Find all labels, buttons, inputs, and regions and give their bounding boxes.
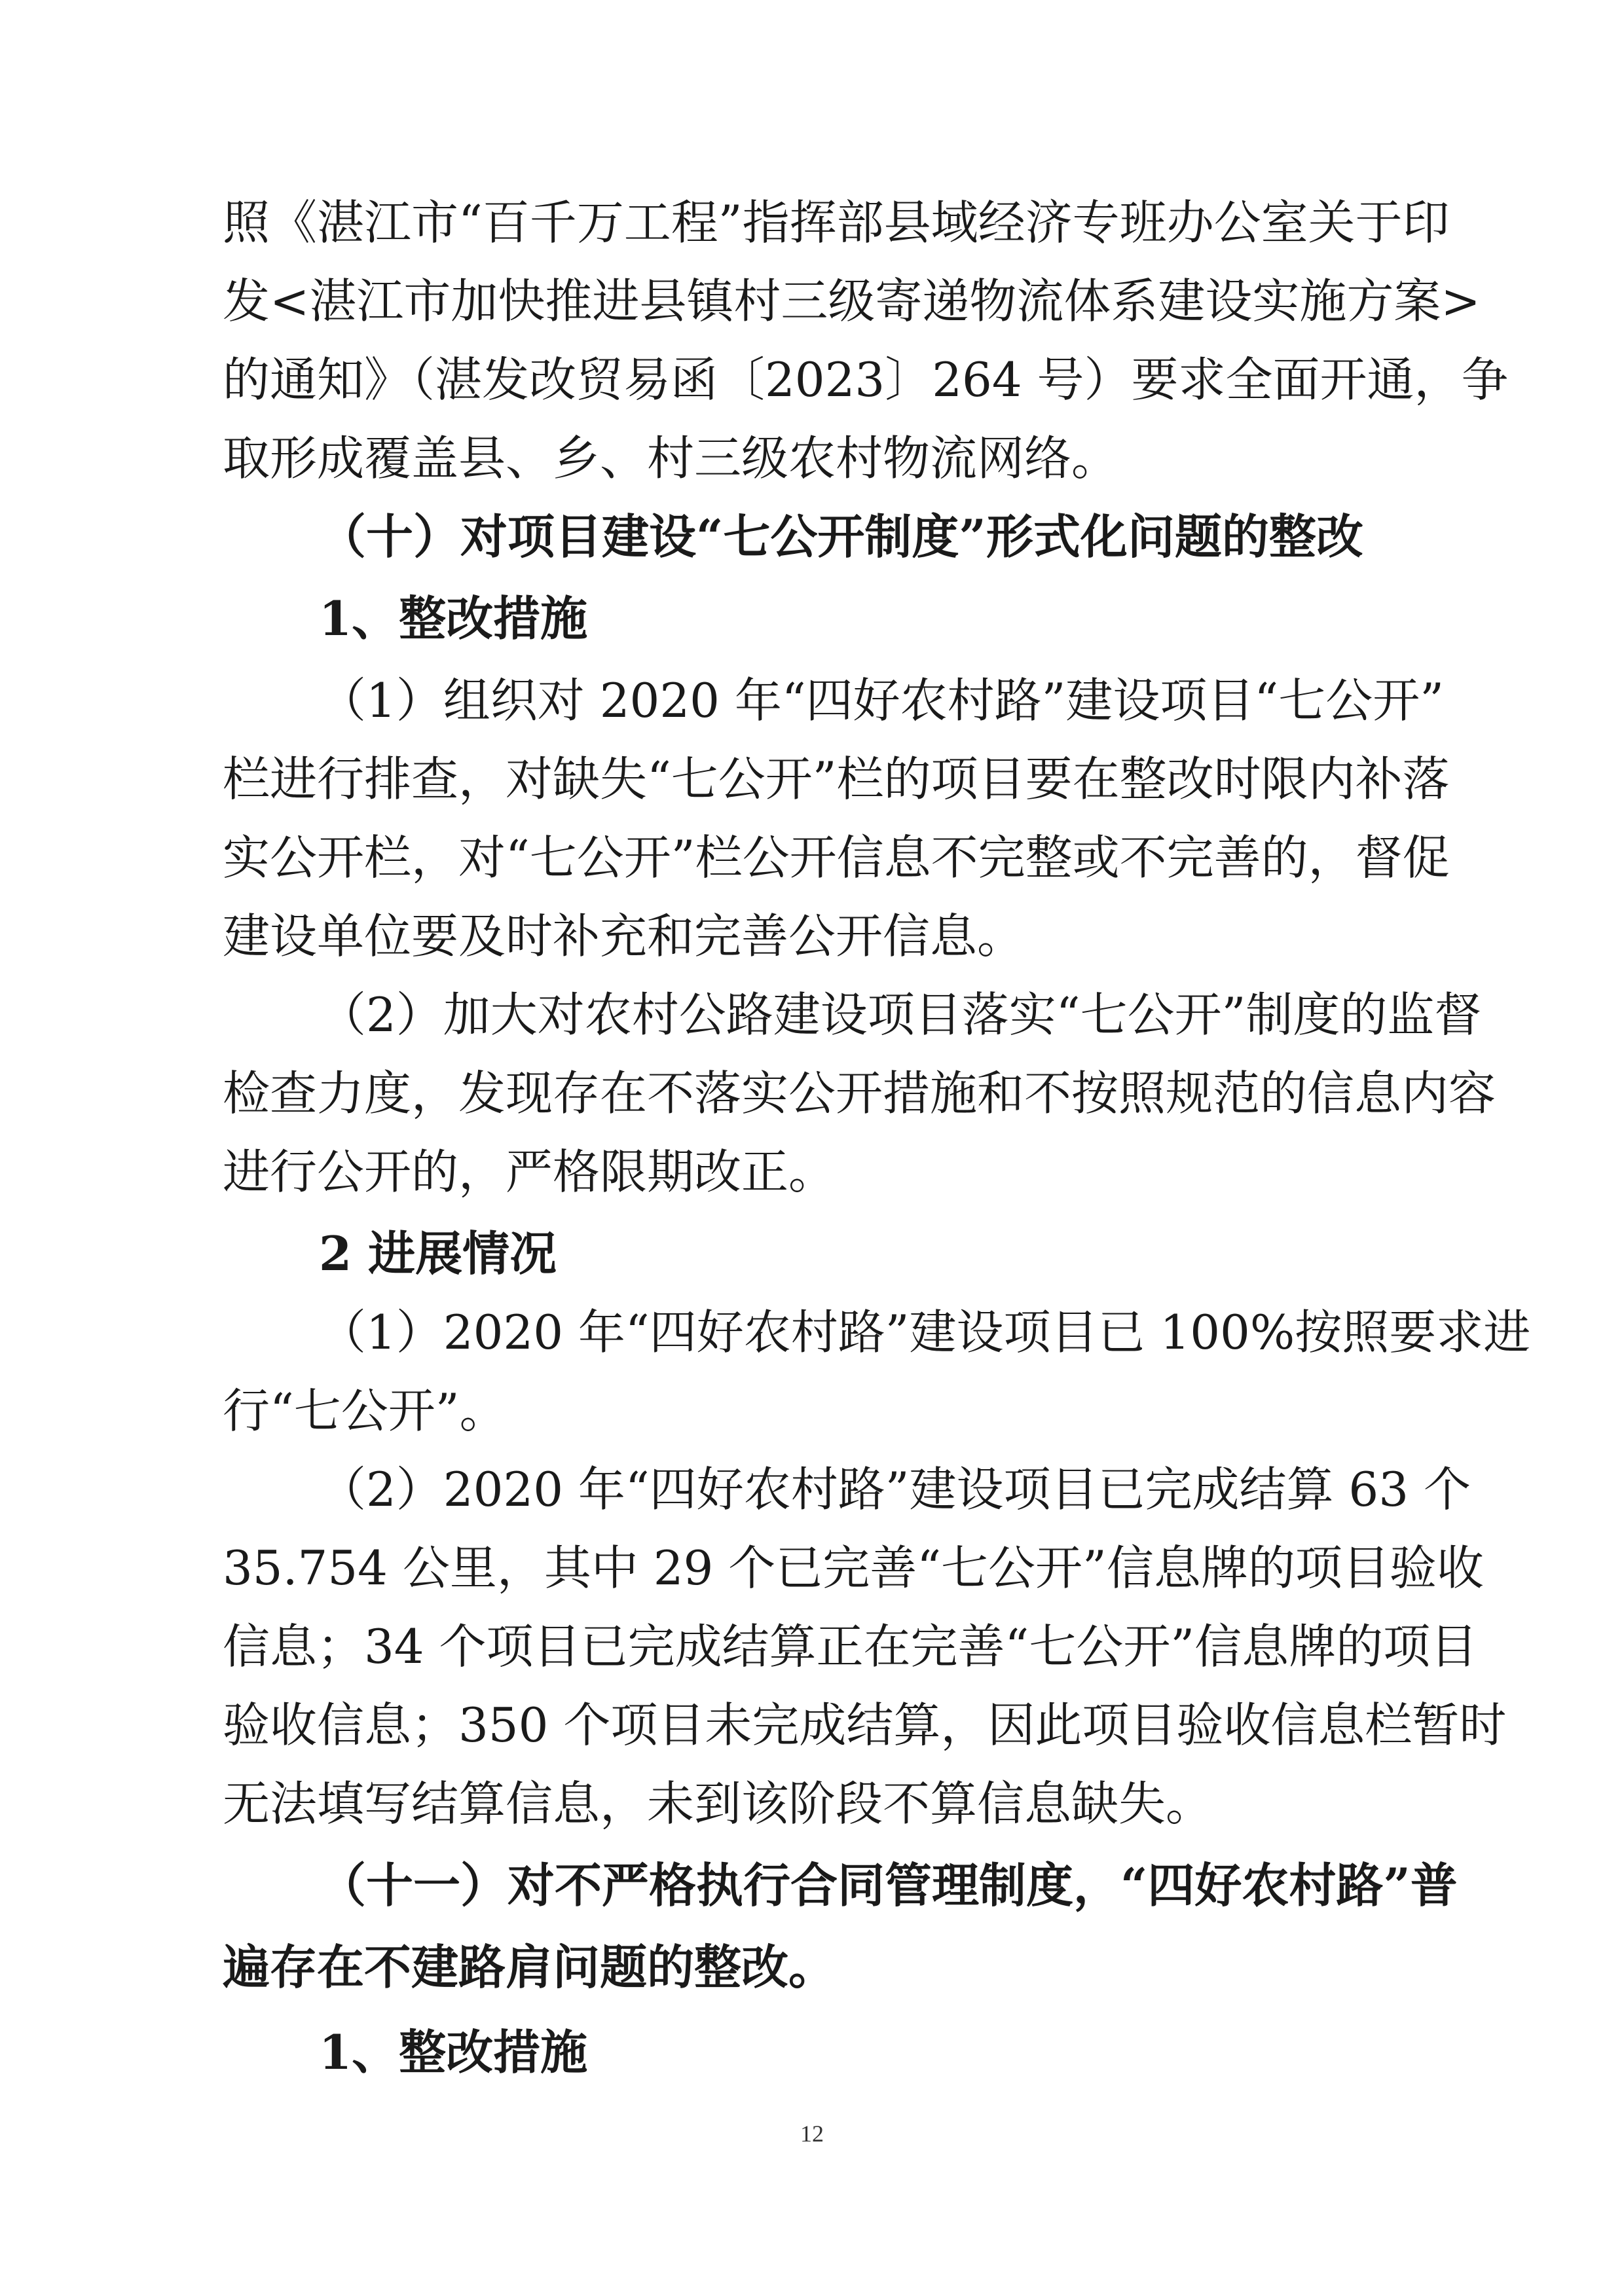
- body-text-line: 照《湛江市“百千万工程”指挥部县域经济专班办公室关于印: [223, 195, 1450, 250]
- body-text-line: （2）2020 年“四好农村路”建设项目已完成结算 63 个: [319, 1462, 1471, 1517]
- section-heading-eleven: （十一）对不严格执行合同管理制度，“四好农村路”普: [319, 1857, 1458, 1913]
- body-text-line: 验收信息；350 个项目未完成结算，因此项目验收信息栏暂时: [223, 1698, 1507, 1753]
- body-text-line: 35.754 公里，其中 29 个已完善“七公开”信息牌的项目验收: [223, 1540, 1484, 1595]
- body-text-line: （1）组织对 2020 年“四好农村路”建设项目“七公开”: [319, 673, 1445, 728]
- body-text-line: 无法填写结算信息，未到该阶段不算信息缺失。: [223, 1776, 1213, 1831]
- section-heading-eleven-cont: 遍存在不建路肩问题的整改。: [223, 1939, 836, 1995]
- body-text-line: 信息；34 个项目已完成结算正在完善“七公开”信息牌的项目: [223, 1619, 1478, 1674]
- body-text-line: 行“七公开”。: [223, 1383, 507, 1438]
- subheading-measures: 1、整改措施: [319, 591, 588, 646]
- subheading-progress: 2 进展情况: [319, 1226, 557, 1281]
- body-text-line: 发<湛江市加快推进县镇村三级寄递物流体系建设实施方案>: [223, 274, 1481, 329]
- section-heading-ten: （十）对项目建设“七公开制度”形式化问题的整改: [319, 509, 1363, 564]
- subheading-measures: 1、整改措施: [319, 2024, 588, 2080]
- body-text-line: 的通知》（湛发改贸易函〔2023〕264 号）要求全面开通，争: [223, 352, 1509, 407]
- page-number: 12: [800, 2121, 824, 2147]
- body-text-line: 栏进行排查，对缺失“七公开”栏的项目要在整改时限内补落: [223, 752, 1450, 807]
- body-text-line: （1）2020 年“四好农村路”建设项目已 100%按照要求进: [319, 1305, 1531, 1360]
- body-text-line: 实公开栏，对“七公开”栏公开信息不完整或不完善的，督促: [223, 830, 1450, 885]
- body-text-line: 建设单位要及时补充和完善公开信息。: [223, 909, 1025, 964]
- body-text-line: （2）加大对农村公路建设项目落实“七公开”制度的监督: [319, 987, 1482, 1042]
- body-text-line: 取形成覆盖县、乡、村三级农村物流网络。: [223, 431, 1119, 486]
- body-text-line: 进行公开的，严格限期改正。: [223, 1144, 836, 1199]
- body-text-line: 检查力度，发现存在不落实公开措施和不按照规范的信息内容: [223, 1066, 1496, 1121]
